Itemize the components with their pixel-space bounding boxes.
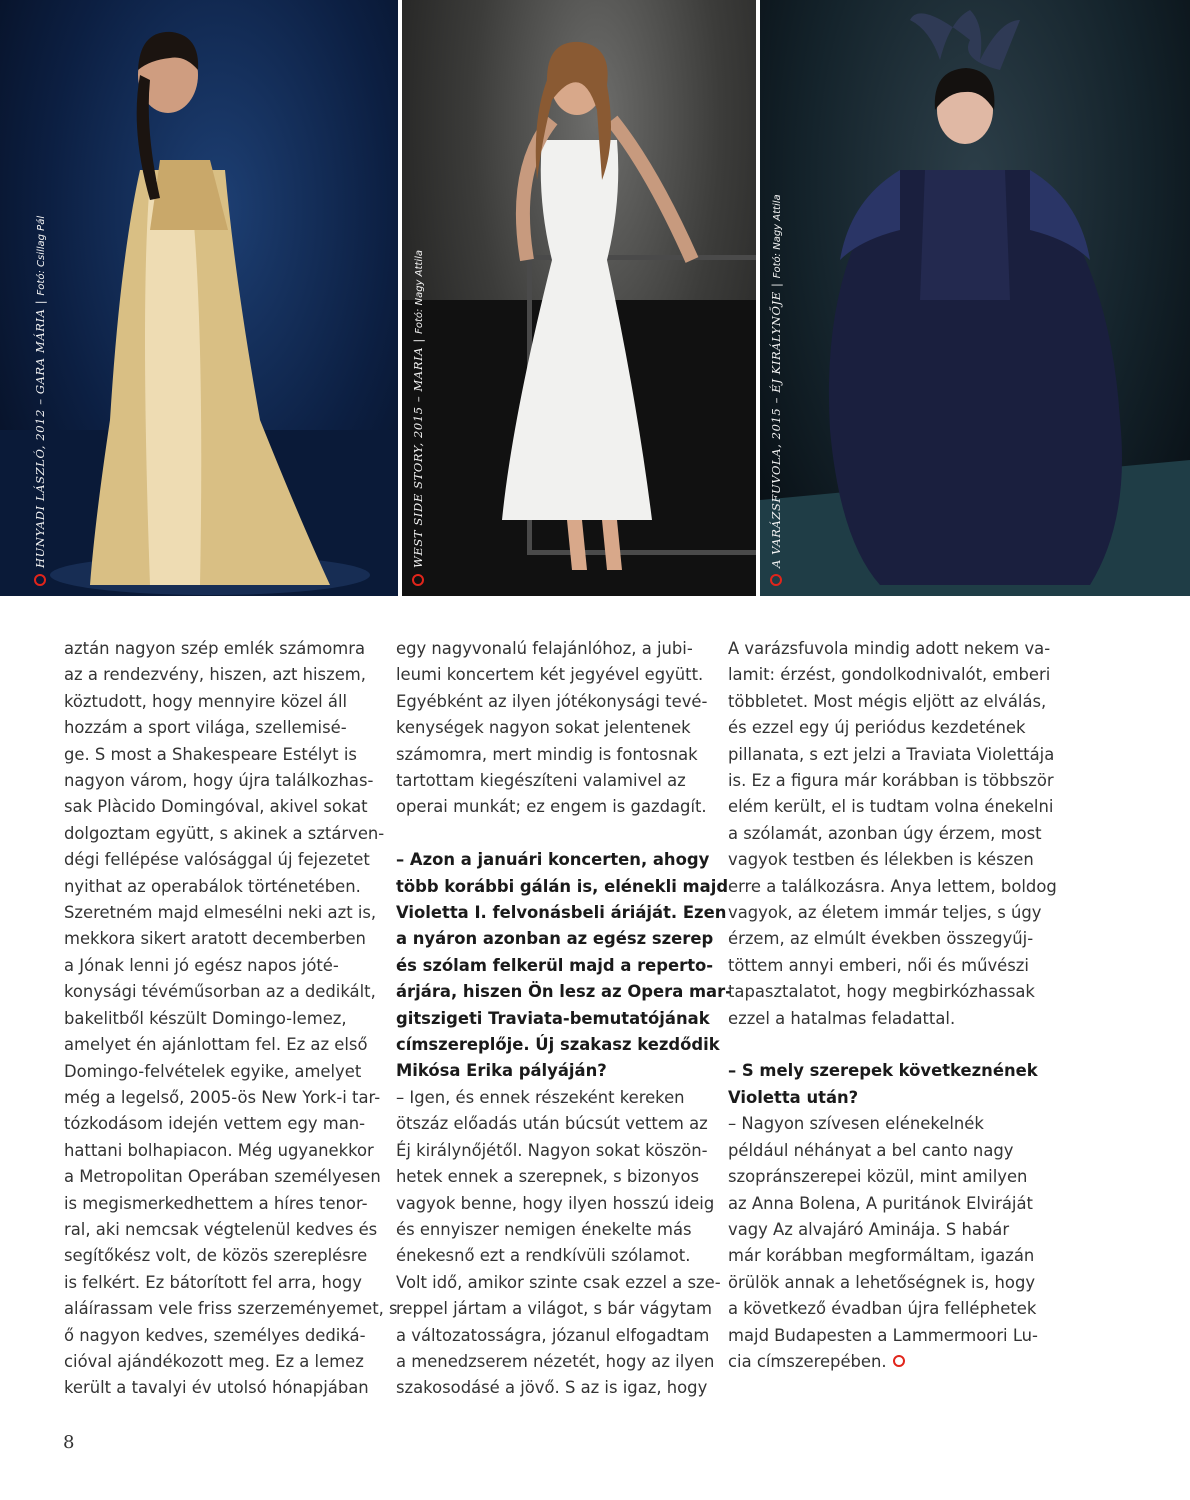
- paragraph: [396, 636, 710, 821]
- text-column-3: [728, 636, 1057, 1375]
- text-line: került a tavalyi év utolsó hónapjában: [64, 1378, 369, 1398]
- text-line: Domingo-felvételek egyike, amelyet: [64, 1061, 362, 1081]
- text-line: hattani bolhapiacon. Még ugyanekkor: [64, 1140, 374, 1160]
- text-line: a következő évadban újra felléphetek: [728, 1299, 1037, 1319]
- photo-caption: A VARÁZSFUVOLA, 2015 – ÉJ KIRÁLYNŐJE | Fotó: Nagy Attila: [768, 194, 784, 586]
- text-line: szopránszerepei közül, mint amilyen: [728, 1167, 1028, 1187]
- text-line: is. Ez a figura már korábban is többször: [728, 771, 1054, 791]
- text-line: ezzel a hatalmas feladattal.: [728, 1008, 956, 1028]
- photo-maria: [402, 0, 756, 596]
- text-line: leumi koncertem két jegyével együtt.: [396, 665, 704, 685]
- text-line: még a legelső, 2005-ös New York-i tar-: [64, 1087, 381, 1107]
- text-line: ő nagyon kedves, személyes dediká-: [64, 1325, 366, 1345]
- text-line: nagyon várom, hogy újra találkozhas-: [64, 771, 374, 791]
- text-line: többletet. Most mégis eljött az elválás,: [728, 691, 1047, 711]
- text-line: vagy Az alvajáró Aminája. S habár: [728, 1219, 1010, 1239]
- text-line: vagyok, az életem immár teljes, s úgy: [728, 903, 1042, 923]
- text-line: Violetta I. felvonásbeli áriáját. Ezen: [396, 903, 727, 923]
- text-line: lamit: érzést, gondolkodnivalót, emberi: [728, 665, 1051, 685]
- photo-credit: Fotó: Nagy Attila: [414, 249, 425, 334]
- paragraph: [396, 1085, 721, 1402]
- red-circle-icon: [34, 574, 46, 586]
- text-line: sak Plàcido Domingóval, akivel sokat: [64, 797, 368, 817]
- text-line: az Anna Bolena, A puritánok Elviráját: [728, 1193, 1033, 1213]
- text-line: segítőkész volt, de közös szereplésre: [64, 1246, 368, 1266]
- text-line: érzem, az elmúlt években összegyűj-: [728, 929, 1034, 949]
- text-line: aztán nagyon szép emlék számomra: [64, 639, 366, 658]
- photo-caption: WEST SIDE STORY, 2015 – MARIA | Fotó: Nagy Attila: [410, 250, 426, 586]
- text-line: – S mely szerepek következnének: [728, 1061, 1038, 1081]
- performer-illustration: [760, 0, 1190, 596]
- text-line: cia címszerepében.: [728, 1349, 1040, 1375]
- text-line: a szólamát, azonban úgy érzem, most: [728, 823, 1042, 843]
- paragraph: [728, 636, 1057, 1032]
- caption-title: HUNYADI LÁSZLÓ, 2012 – GARA MÁRIA: [33, 308, 47, 568]
- text-line: és szólam felkerül majd a reperto-: [396, 955, 714, 975]
- text-line: Éj királynőjétől. Nagyon sokat köszön-: [396, 1140, 708, 1160]
- text-line: nyithat az operabálok történetében.: [64, 876, 361, 896]
- interview-question: [728, 1058, 1040, 1111]
- text-column-2: [396, 636, 732, 1402]
- text-line: gitszigeti Traviata-bemutatójának: [396, 1008, 710, 1028]
- text-line: címszereplője. Új szakasz kezdődik: [396, 1035, 720, 1055]
- text-line: konysági tévéműsorban az a dedikált,: [64, 982, 376, 1002]
- text-line: vagyok benne, hogy ilyen hosszú ideig: [396, 1193, 715, 1213]
- photo-ej-kiralynoje: [760, 0, 1190, 596]
- text-line: elém került, el is tudtam volna énekelni: [728, 797, 1054, 817]
- text-line: cióval ajándékozott meg. Ez a lemez: [64, 1351, 364, 1371]
- text-line: ötszáz előadás után búcsút vettem az: [396, 1114, 708, 1134]
- caption-title: A VARÁZSFUVOLA, 2015 – ÉJ KIRÁLYNŐJE: [769, 291, 783, 568]
- text-line: a menedzserem nézetét, hogy az ilyen: [396, 1351, 715, 1371]
- text-line: reppel jártam a világot, s bár vágytam: [396, 1299, 712, 1319]
- text-line: pillanata, s ezt jelzi a Traviata Violettája: [728, 744, 1055, 764]
- text-line: számomra, mert mindig is fontosnak: [396, 744, 698, 764]
- text-line: a Metropolitan Operában személyesen: [64, 1167, 381, 1187]
- text-line: és ennyiszer nemigen énekelte más: [396, 1219, 692, 1239]
- text-line: a nyáron azonban az egész szerep: [396, 929, 714, 949]
- text-line: szakosodásé a jövő. S az is igaz, hogy: [396, 1378, 708, 1398]
- text-line: kenységek nagyon sokat jelentenek: [396, 718, 691, 738]
- text-line: dégi fellépése valósággal új fejezetet: [64, 850, 370, 870]
- text-line: Mikósa Erika pályáján?: [396, 1061, 607, 1081]
- text-line: tózkodásom idején vettem egy man-: [64, 1114, 366, 1134]
- photo-credit: Fotó: Csillag Pál: [36, 215, 47, 296]
- paragraph: [64, 636, 398, 1402]
- photo-credit: Fotó: Nagy Attila: [772, 194, 783, 279]
- paragraph: [728, 1111, 1040, 1375]
- text-line: a változatosságra, józanul elfogadtam: [396, 1325, 710, 1345]
- text-line: tartottam kiegészíteni valamivel az: [396, 771, 686, 791]
- text-line: vagyok testben és lélekben is készen: [728, 850, 1034, 870]
- text-line: is felkért. Ez bátorított fel arra, hogy: [64, 1272, 363, 1292]
- text-line: amelyet én ajánlottam fel. Ez az első: [64, 1035, 368, 1055]
- caption-title: WEST SIDE STORY, 2015 – MARIA: [411, 346, 425, 568]
- text-line: énekesnő ezt a rendkívüli szólamot.: [396, 1246, 691, 1266]
- text-line: aláírassam vele friss szerzeményemet, s: [64, 1299, 398, 1319]
- text-line: hetek ennek a szerepnek, s bizonyos: [396, 1167, 700, 1187]
- text-line: és ezzel egy új periódus kezdetének: [728, 718, 1026, 738]
- text-line: bakelitből készült Domingo-lemez,: [64, 1008, 347, 1028]
- text-line: több korábbi gálán is, elénekli majd: [396, 876, 729, 896]
- text-line: Volt idő, amikor szinte csak ezzel a sze-: [396, 1272, 721, 1292]
- text-line: töttem annyi emberi, női és művészi: [728, 955, 1029, 975]
- text-line: örülök annak a lehetőségnek is, hogy: [728, 1272, 1036, 1292]
- text-line: – Nagyon szívesen elénekelnék: [728, 1114, 984, 1134]
- text-line: Szeretném majd elmesélni neki azt is,: [64, 903, 377, 923]
- performer-illustration: [402, 0, 756, 596]
- paragraph-gap: [396, 821, 710, 847]
- text-line: tapasztalatot, hogy megbirkózhassak: [728, 982, 1035, 1002]
- photo-gara-maria: [0, 0, 398, 596]
- text-line: például néhányat a bel canto nagy: [728, 1140, 1014, 1160]
- text-line: erre a találkozásra. Anya lettem, boldog: [728, 876, 1057, 896]
- text-line: árjára, hiszen Ön lesz az Opera mar-: [396, 982, 732, 1002]
- text-line: köztudott, hogy mennyire közel áll: [64, 691, 348, 711]
- text-column-1: [64, 636, 398, 1402]
- text-line: a Jónak lenni jó egész napos jóté-: [64, 955, 339, 975]
- text-line: – Azon a januári koncerten, ahogy: [396, 850, 710, 870]
- text-line: az a rendezvény, hiszen, azt hiszem,: [64, 665, 366, 685]
- text-line: majd Budapesten a Lammermoori Lu-: [728, 1325, 1038, 1345]
- photo-caption: HUNYADI LÁSZLÓ, 2012 – GARA MÁRIA | Fotó: Csillag Pál: [32, 216, 48, 586]
- interview-question: [396, 847, 732, 1085]
- text-line: már korábban megformáltam, igazán: [728, 1246, 1035, 1266]
- paragraph-gap: [728, 1032, 1040, 1058]
- text-line: operai munkát; ez engem is gazdagít.: [396, 797, 707, 817]
- text-line: hozzám a sport világa, szellemisé-: [64, 718, 347, 738]
- text-line: ral, aki nemcsak végtelenül kedves és: [64, 1219, 378, 1239]
- text-line: egy nagyvonalú felajánlóhoz, a jubi-: [396, 639, 693, 658]
- end-mark-icon: [893, 1355, 905, 1367]
- red-circle-icon: [770, 574, 782, 586]
- text-line: A varázsfuvola mindig adott nekem va-: [728, 639, 1051, 658]
- text-line: is megismerkedhettem a híres tenor-: [64, 1193, 368, 1213]
- page-number: 8: [63, 1432, 75, 1453]
- text-line: mekkora sikert aratott decemberben: [64, 929, 366, 949]
- red-circle-icon: [412, 574, 424, 586]
- text-line: ge. S most a Shakespeare Estélyt is: [64, 744, 357, 764]
- text-line: Egyébként az ilyen jótékonysági tevé-: [396, 691, 708, 711]
- performer-illustration: [0, 0, 398, 596]
- text-line: – Igen, és ennek részeként kereken: [396, 1087, 685, 1107]
- text-line: Violetta után?: [728, 1087, 859, 1107]
- text-line: dolgoztam együtt, s akinek a sztárven-: [64, 823, 385, 843]
